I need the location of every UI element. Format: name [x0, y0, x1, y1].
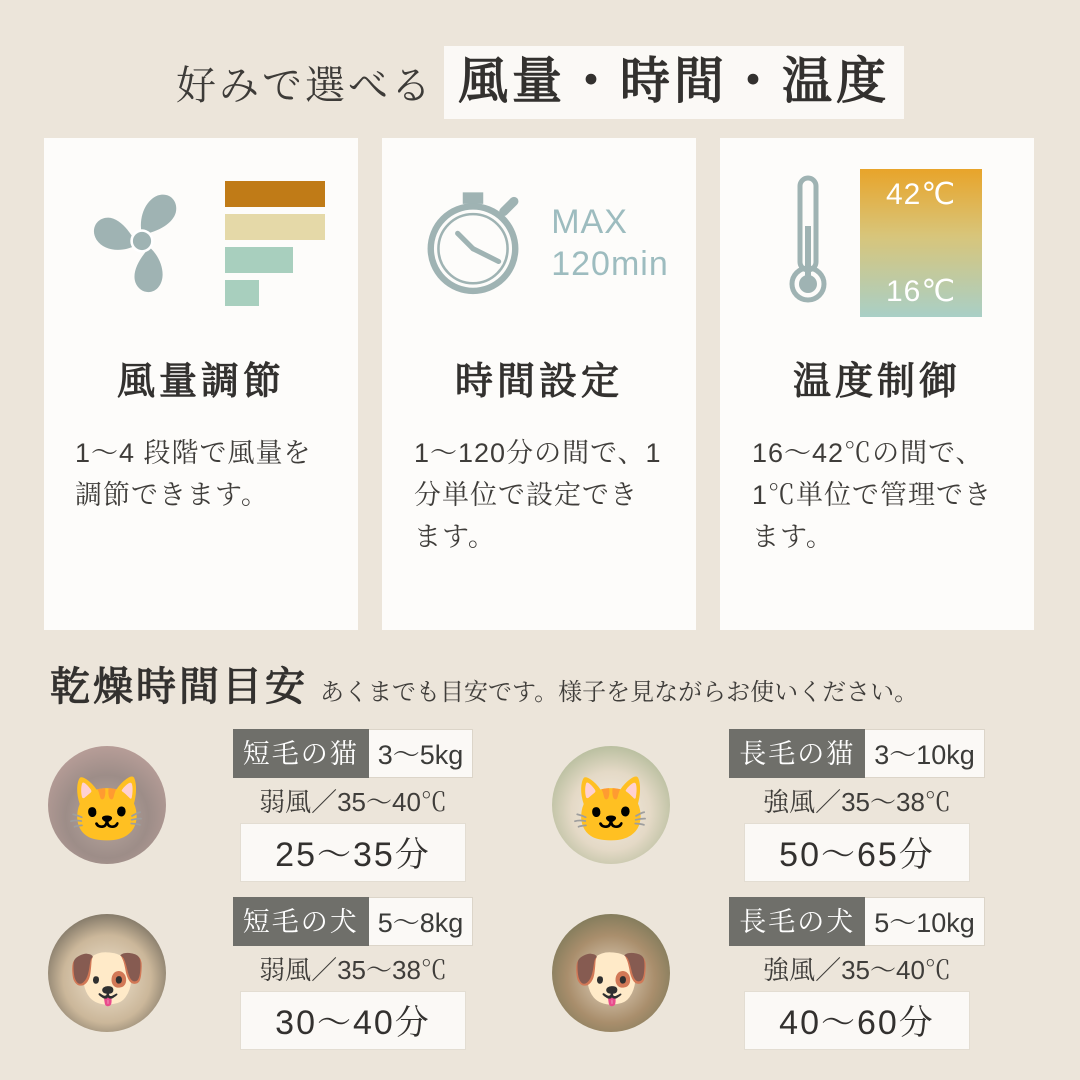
- airflow-level-bars: [225, 181, 325, 306]
- temperature-high-label: 42℃: [885, 178, 957, 211]
- drying-time-table: [48, 730, 1038, 1048]
- pet-weight-label: 5〜8kg: [369, 897, 474, 946]
- pet-time-value: 25〜35分: [240, 823, 466, 882]
- header-lead-text: 好みで選べる: [176, 63, 434, 108]
- feature-title-temperature: 温度制御: [792, 361, 961, 403]
- thermometer-icon: [772, 166, 844, 321]
- fan-icon: [77, 176, 207, 311]
- pet-mode-label: 弱風／35〜40℃: [259, 786, 447, 817]
- short-hair-cat-photo: [48, 746, 166, 864]
- feature-title-timer: 時間設定: [454, 361, 623, 403]
- pet-weight-label: 3〜5kg: [369, 729, 474, 778]
- feature-card-airflow: [44, 138, 358, 630]
- pet-mode-label: 強風／35〜40℃: [763, 954, 951, 985]
- page-header: [0, 42, 1080, 122]
- pet-mode-label: 強風／35〜38℃: [763, 786, 951, 817]
- pet-mode-label: 弱風／35〜38℃: [259, 954, 447, 985]
- airflow-bar-1: [225, 280, 259, 306]
- feature-card-list: [44, 138, 1036, 630]
- table-row: [552, 730, 1030, 880]
- dog-face-glyph: 🐶: [67, 941, 147, 1014]
- feature-title-airflow: 風量調節: [116, 361, 285, 403]
- timer-max-label: [551, 201, 669, 286]
- dog-face-glyph: 🐶: [571, 941, 651, 1014]
- pet-type-label: 短毛の猫: [233, 729, 369, 778]
- feature-card-temperature: [720, 138, 1034, 630]
- feature-desc-temperature: 16〜42℃の間で、1℃単位で管理できます。: [752, 438, 993, 552]
- long-hair-cat-photo: [552, 746, 670, 864]
- fan-icon-area: [44, 138, 358, 348]
- thermometer-icon-area: [720, 138, 1034, 348]
- drying-time-title: 乾燥時間目安: [50, 665, 308, 709]
- drying-time-header: [50, 655, 1040, 712]
- cat-face-glyph: 🐱: [67, 773, 147, 846]
- table-row: [48, 730, 526, 880]
- pet-time-value: 40〜60分: [744, 991, 970, 1050]
- long-hair-dog-photo: [552, 914, 670, 1032]
- timer-max-line2: 120min: [551, 245, 669, 283]
- temperature-low-label: 16℃: [885, 275, 957, 308]
- feature-card-timer: [382, 138, 696, 630]
- pet-weight-label: 5〜10kg: [865, 897, 985, 946]
- page-title: 風量・時間・温度: [444, 46, 904, 119]
- pet-time-value: 30〜40分: [240, 991, 466, 1050]
- short-hair-dog-photo: [48, 914, 166, 1032]
- airflow-bar-3: [225, 214, 325, 240]
- temperature-range-gauge: [860, 169, 982, 317]
- timer-max-line1: MAX: [551, 202, 628, 241]
- drying-time-note: あくまでも目安です。様子を見ながらお使いください。: [320, 679, 919, 706]
- pet-weight-label: 3〜10kg: [865, 729, 985, 778]
- stopwatch-icon: [409, 177, 537, 310]
- airflow-bar-2: [225, 247, 293, 273]
- stopwatch-icon-area: [382, 138, 696, 348]
- pet-type-label: 長毛の犬: [729, 897, 865, 946]
- table-row: [552, 898, 1030, 1048]
- feature-desc-timer: 1〜120分の間で、1分単位で設定できます。: [414, 438, 662, 552]
- feature-desc-airflow: 1〜4 段階で風量を調節できます。: [75, 438, 312, 510]
- cat-face-glyph: 🐱: [571, 773, 651, 846]
- pet-time-value: 50〜65分: [744, 823, 970, 882]
- table-row: [48, 898, 526, 1048]
- pet-type-label: 短毛の犬: [233, 897, 369, 946]
- airflow-bar-4: [225, 181, 325, 207]
- pet-type-label: 長毛の猫: [729, 729, 865, 778]
